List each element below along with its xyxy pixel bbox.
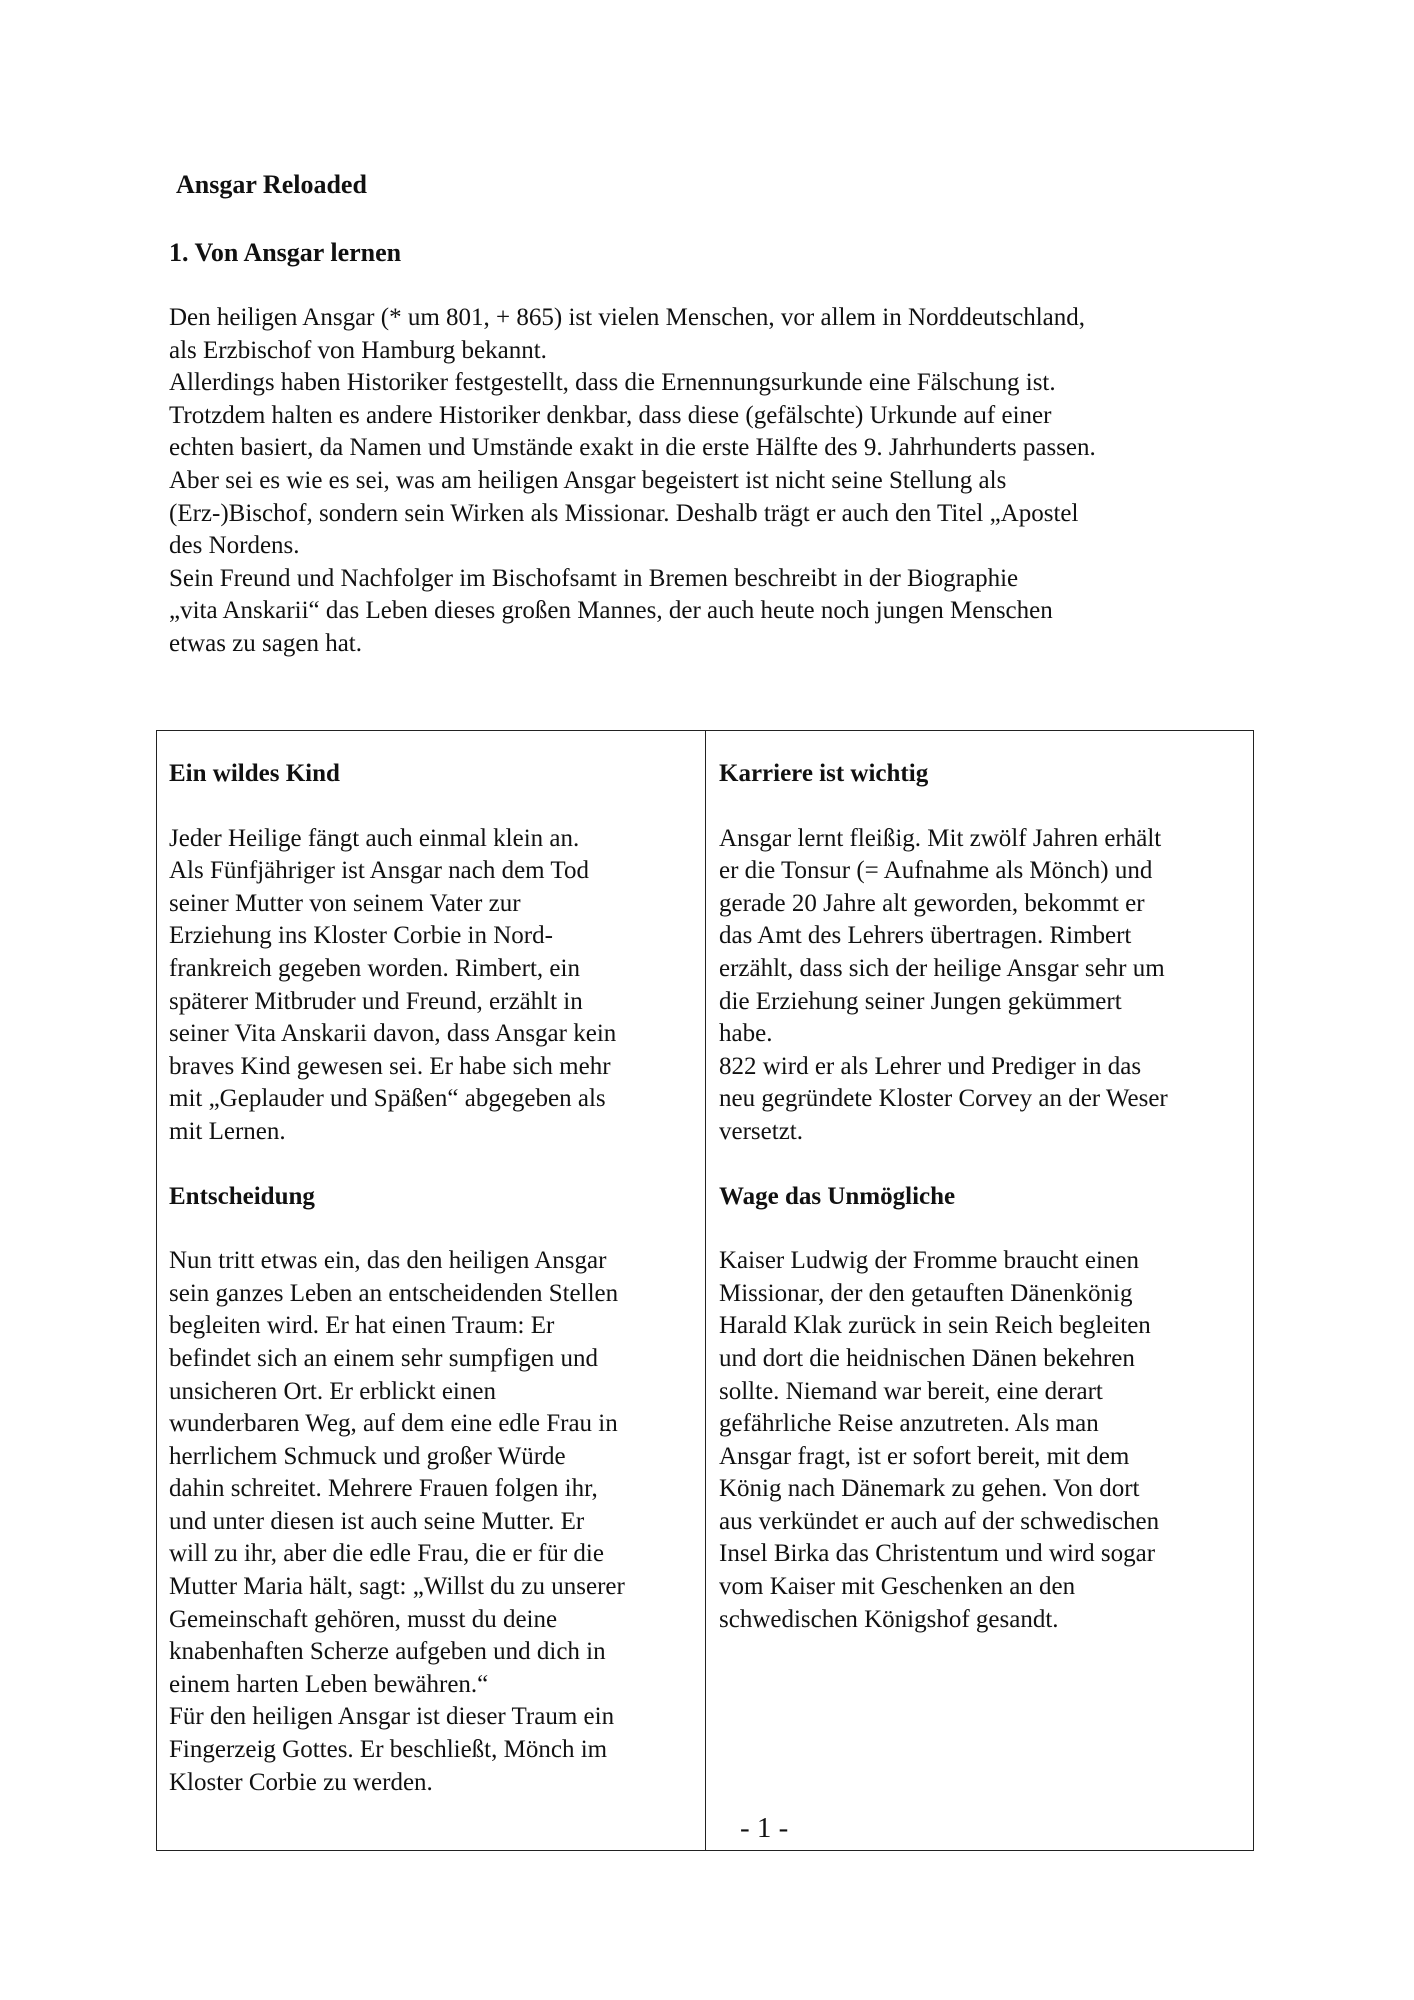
intro-paragraph	[169, 302, 1249, 661]
left-body-1: Jeder Heilige fängt auch einmal klein an. Als Fünfjähriger ist Ansgar nach dem Tod seiner Mutter von seinem Vater zur Erziehung ins Kloster Corbie in Nord- frankreich gegeben worden. Rimbert, ein späterer Mitbruder und Freund, erzählt in seiner Vita Anskarii davon, dass Ansgar kein braves Kind gewesen sei. Er habe sich mehr mit „Geplauder und Späßen“ abgegeben als mit Lernen.	[169, 824, 617, 1145]
right-body-1: Ansgar lernt fleißig. Mit zwölf Jahren erhält er die Tonsur (= Aufnahme als Mönch) und gerade 20 Jahre alt geworden, bekommt er das Amt des Lehrers übertragen. Rimbert erzählt, dass sich der heilige Ansgar sehr um die Erziehung seiner Jungen gekümmert habe. 822 wird er als Lehrer und Prediger in das neu gegründete Kloster Corvey an der Weser versetzt.	[719, 824, 1168, 1145]
left-body-2: Nun tritt etwas ein, das den heiligen Ansgar sein ganzes Leben an entscheidenden Stellen begleiten wird. Er hat einen Traum: Er befindet sich an einem sehr sumpfigen und unsicheren Ort. Er erblickt einen wunderbaren Weg, auf dem eine edle Frau in herrlichem Schmuck und großer Würde dahin schreitet. Mehrere Frauen folgen ihr, und unter diesen ist auch seine Mutter. Er will zu ihr, aber die edle Frau, die er für die Mutter Maria hält, sagt: „Willst du zu unserer Gemeinschaft gehören, musst du deine knabenhaften Scherze aufgeben und dich in einem harten Leben bewähren.“ Für den heiligen Ansgar ist dieser Traum ein Fingerzeig Gottes. Er beschließt, Mönch im Kloster Corbie zu werden.	[169, 1247, 625, 1796]
column-divider	[705, 731, 706, 1850]
document-title: Ansgar Reloaded	[176, 170, 367, 199]
right-heading-2: Wage das Unmögliche	[719, 1182, 956, 1210]
left-column	[169, 758, 699, 1831]
page-number: - 1 -	[740, 1812, 789, 1844]
right-body-2: Kaiser Ludwig der Fromme braucht einen Missionar, der den getauften Dänenkönig Harald Klak zurück in sein Reich begleiten und dort die heidnischen Dänen bekehren sollte. Niemand war bereit, eine derart gefährliche Reise anzutreten. Als man Ansgar fragt, ist er sofort bereit, mit dem König nach Dänemark zu gehen. Von dort aus verkündet er auch auf der schwedischen Insel Birka das Christentum und wird sogar vom Kaiser mit Geschenken an den schwedischen Königshof gesandt.	[719, 1247, 1160, 1633]
left-heading-1: Ein wildes Kind	[169, 760, 340, 787]
right-heading-1: Karriere ist wichtig	[719, 760, 929, 787]
content-table	[156, 730, 1254, 1851]
intro-text: Den heiligen Ansgar (* um 801, + 865) ist vielen Menschen, vor allem in Norddeutschland, als Erzbischof von Hamburg bekannt. Allerdings haben Historiker festgestellt, dass die Ernennungsurkunde eine Fälschung ist. Trotzdem halten es andere Historiker denkbar, dass diese (gefälschte) Urkunde auf einer echten basiert, da Namen und Umstände exakt in die erste Hälfte des 9. Jahrhunderts passen. Aber sei es wie es sei, was am heiligen Ansgar begeistert ist nicht seine Stellung als (Erz-)Bischof, sondern sein Wirken als Missionar. Deshalb trägt er auch den Titel „Apostel des Nordens. Sein Freund und Nachfolger im Bischofsamt in Bremen beschreibt in der Biographie „vita Anskarii“ das Leben dieses großen Mannes, der auch heute noch jungen Menschen etwas zu sagen hat.	[169, 304, 1096, 657]
left-heading-2: Entscheidung	[169, 1182, 315, 1210]
section-heading: 1. Von Ansgar lernen	[169, 238, 402, 267]
right-column	[719, 758, 1249, 1668]
